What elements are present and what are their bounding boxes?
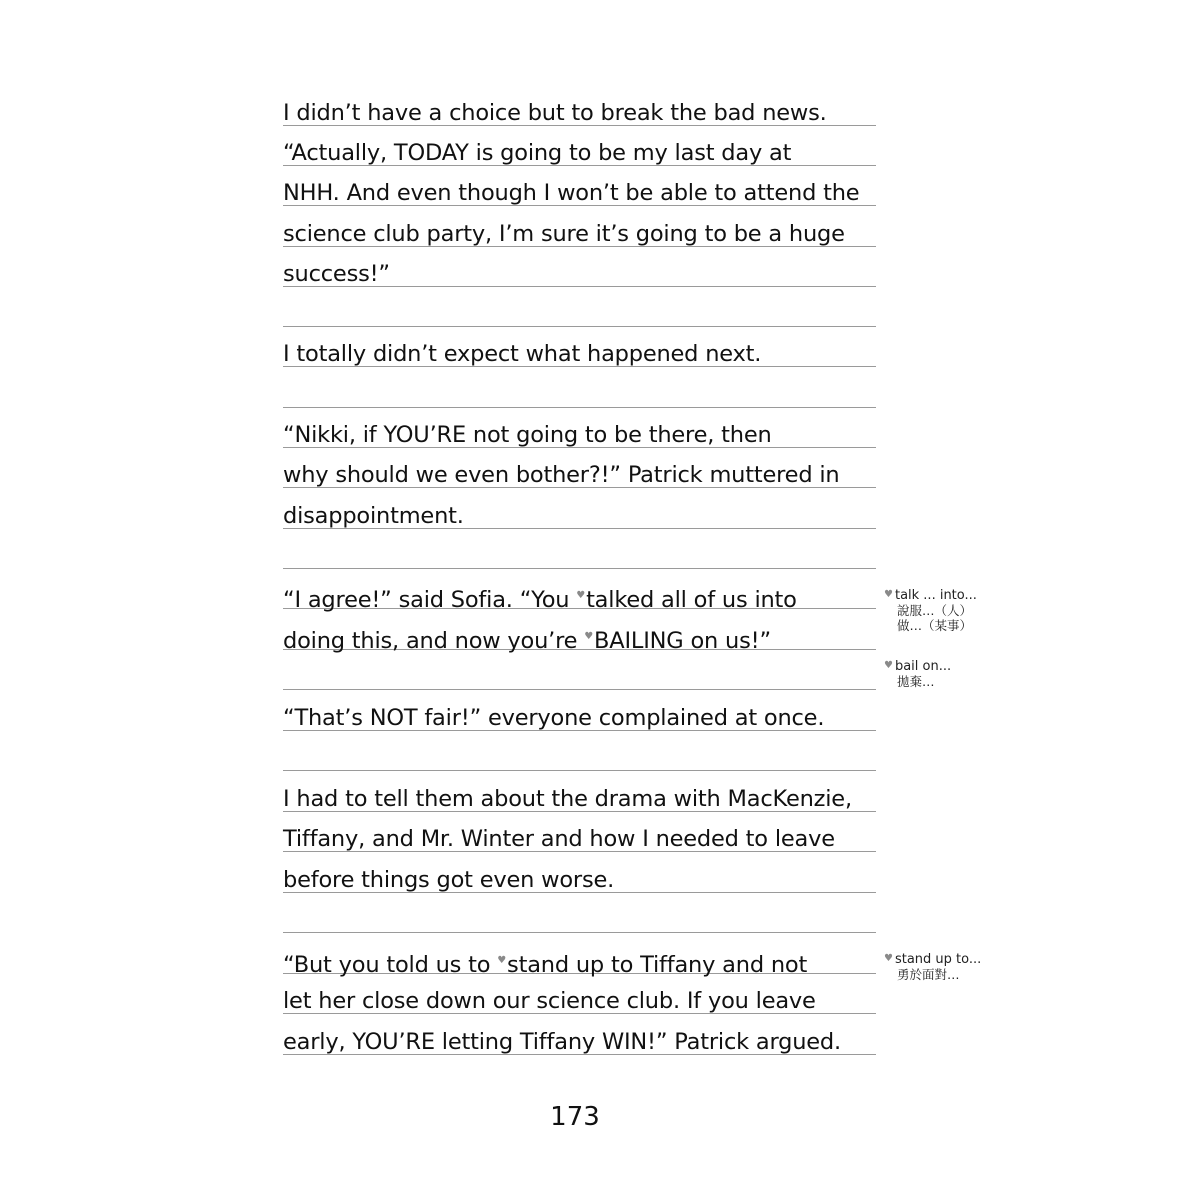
text-line: science club party, I’m sure it’s going to be a huge: [283, 221, 845, 247]
text-segment: talked all of us into: [586, 587, 797, 613]
text-line: I didn’t have a choice but to break the bad news.: [283, 100, 827, 126]
text-line: let her close down our science club. If you leave: [283, 988, 816, 1014]
text-line: before things got even worse.: [283, 867, 615, 893]
gloss-definition: 說服…（人）: [897, 603, 973, 618]
heart-icon: ♥: [584, 631, 594, 642]
vocabulary-gloss: [884, 658, 951, 689]
text-line: disappointment.: [283, 503, 464, 529]
gloss-definition: 做…（某事）: [897, 618, 973, 633]
vocabulary-gloss: [884, 587, 977, 633]
text-line: success!”: [283, 261, 390, 287]
heart-icon: ♥: [884, 660, 893, 671]
gloss-term: talk ... into...: [894, 588, 977, 603]
text-segment: stand up to Tiffany and not: [507, 952, 808, 978]
text-line: “That’s NOT fair!” everyone complained at once.: [283, 705, 825, 731]
ruled-line: [283, 407, 876, 408]
text-line: early, YOU’RE letting Tiffany WIN!” Patrick argued.: [283, 1029, 841, 1055]
ruled-line: [283, 770, 876, 771]
heart-icon: ♥: [576, 590, 586, 601]
heart-icon: ♥: [497, 955, 507, 966]
text-line: why should we even bother?!” Patrick muttered in: [283, 462, 840, 488]
gloss-definition: 拋棄…: [897, 674, 935, 689]
text-line: “Actually, TODAY is going to be my last day at: [283, 140, 792, 166]
text-line: I totally didn’t expect what happened next.: [283, 341, 762, 367]
ruled-line: [283, 326, 876, 327]
text-line: “Nikki, if YOU’RE not going to be there, then: [283, 422, 772, 448]
text-segment: doing this, and now you’re: [283, 628, 585, 654]
heart-icon: ♥: [884, 589, 893, 600]
text-segment: BAILING on us!”: [594, 628, 771, 654]
text-line: NHH. And even though I won’t be able to attend the: [283, 180, 860, 206]
text-line: Tiffany, and Mr. Winter and how I needed to leave: [283, 826, 835, 852]
gloss-definition: 勇於面對…: [897, 967, 960, 982]
text-line: [283, 623, 883, 655]
vocabulary-gloss: [884, 951, 981, 982]
gloss-term: stand up to...: [894, 952, 982, 967]
text-line: I had to tell them about the drama with MacKenzie,: [283, 786, 852, 812]
text-line: [283, 582, 883, 614]
heart-icon: ♥: [884, 953, 893, 964]
text-segment: “I agree!” said Sofia. “You: [283, 587, 577, 613]
page-number: 173: [550, 1102, 600, 1132]
text-line: [283, 947, 883, 979]
ruled-line: [283, 932, 876, 933]
text-segment: “But you told us to: [283, 952, 498, 978]
ruled-line: [283, 568, 876, 569]
ruled-line: [283, 689, 876, 690]
gloss-term: bail on...: [894, 659, 952, 674]
